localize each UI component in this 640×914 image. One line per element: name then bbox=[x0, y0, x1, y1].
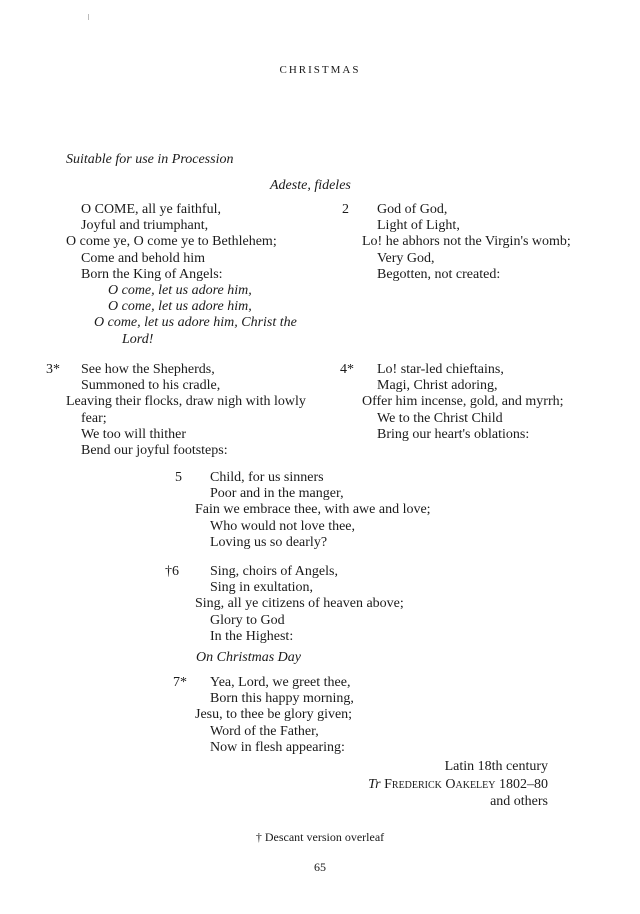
verse-line: Loving us so dearly? bbox=[210, 534, 328, 550]
verse-line: Come and behold him bbox=[81, 250, 206, 266]
verse-line: Bring our heart's oblations: bbox=[377, 426, 530, 442]
verse-line: Born the King of Angels: bbox=[81, 266, 223, 282]
verse-6 bbox=[165, 564, 404, 645]
verse-line: Sing, all ye citizens of heaven above; bbox=[195, 596, 404, 612]
subtitle: Suitable for use in Procession bbox=[66, 152, 234, 167]
verse-number: 3* bbox=[46, 362, 60, 377]
verse-line: Lo! he abhors not the Virgin's womb; bbox=[362, 234, 571, 250]
verse-line: Born this happy morning, bbox=[210, 691, 354, 707]
verse-7 bbox=[173, 675, 354, 756]
verse-3 bbox=[46, 362, 306, 459]
verse-line: O COME, all ye faithful, bbox=[81, 202, 221, 217]
verse-line: Lo! star-led chieftains, bbox=[377, 362, 504, 377]
verse-number: †6 bbox=[165, 564, 179, 579]
verse-line: Sing in exultation, bbox=[210, 580, 314, 596]
verse-line: In the Highest: bbox=[210, 628, 294, 644]
verse-number: 2 bbox=[342, 202, 349, 217]
verse-4 bbox=[340, 362, 564, 443]
verse-line: Glory to God bbox=[210, 612, 285, 628]
refrain-line: O come, let us adore him, Christ the bbox=[94, 315, 297, 331]
translator-name: Frederick Oakeley bbox=[384, 776, 496, 792]
verse-line: Joyful and triumphant, bbox=[81, 218, 209, 234]
verse-line: Word of the Father, bbox=[210, 723, 319, 739]
translator-dates: 1802–80 bbox=[499, 776, 548, 792]
rubric-christmas-day: On Christmas Day bbox=[196, 650, 302, 665]
verse-line: Offer him incense, gold, and myrrh; bbox=[362, 394, 564, 410]
verse-line: Light of Light, bbox=[377, 218, 460, 234]
credit-translator bbox=[368, 776, 548, 794]
verse-line: Summoned to his cradle, bbox=[81, 378, 221, 394]
verse-line: Begotten, not created: bbox=[377, 266, 501, 282]
verse-number: 5 bbox=[175, 470, 182, 485]
credit-origin: Latin 18th century bbox=[444, 759, 548, 774]
verse-line: Jesu, to thee be glory given; bbox=[195, 707, 353, 723]
verse-5 bbox=[175, 470, 431, 551]
verse-line: God of God, bbox=[377, 202, 448, 217]
verse-line: Fain we embrace thee, with awe and love; bbox=[195, 502, 431, 518]
verse-line: Child, for us sinners bbox=[210, 470, 324, 485]
verse-line: We too will thither bbox=[81, 426, 187, 442]
verse-line: Yea, Lord, we greet thee, bbox=[210, 675, 351, 690]
tune-name: Adeste, fideles bbox=[270, 178, 351, 193]
verse-number: 4* bbox=[340, 362, 354, 377]
section-header: CHRISTMAS bbox=[279, 64, 361, 76]
credit-others: and others bbox=[490, 794, 548, 809]
verse-line: Magi, Christ adoring, bbox=[377, 378, 498, 394]
verse-line: Now in flesh appearing: bbox=[210, 739, 345, 755]
verse-line: Who would not love thee, bbox=[210, 518, 356, 534]
refrain-line: O come, let us adore him, bbox=[108, 299, 252, 315]
footnote: † Descant version overleaf bbox=[255, 830, 385, 844]
credits bbox=[368, 758, 548, 811]
verse-line: fear; bbox=[81, 410, 107, 426]
refrain-line: Lord! bbox=[122, 331, 154, 347]
verse-line: We to the Christ Child bbox=[377, 410, 503, 426]
refrain-line: O come, let us adore him, bbox=[108, 283, 252, 299]
verse-line: See how the Shepherds, bbox=[81, 362, 215, 377]
verse-line: Sing, choirs of Angels, bbox=[210, 564, 338, 579]
verse-2 bbox=[342, 202, 571, 283]
verse-1 bbox=[66, 202, 297, 348]
scan-mark bbox=[88, 14, 89, 20]
verse-line: Bend our joyful footsteps: bbox=[81, 443, 228, 459]
page-number: 65 bbox=[314, 860, 326, 874]
verse-line: O come ye, O come ye to Bethlehem; bbox=[66, 234, 277, 250]
translator-prefix: Tr bbox=[368, 776, 381, 792]
verse-line: Very God, bbox=[377, 250, 435, 266]
verse-number: 7* bbox=[173, 675, 187, 690]
verse-line: Leaving their flocks, draw nigh with lowly bbox=[66, 394, 306, 410]
verse-line: Poor and in the manger, bbox=[210, 486, 344, 502]
